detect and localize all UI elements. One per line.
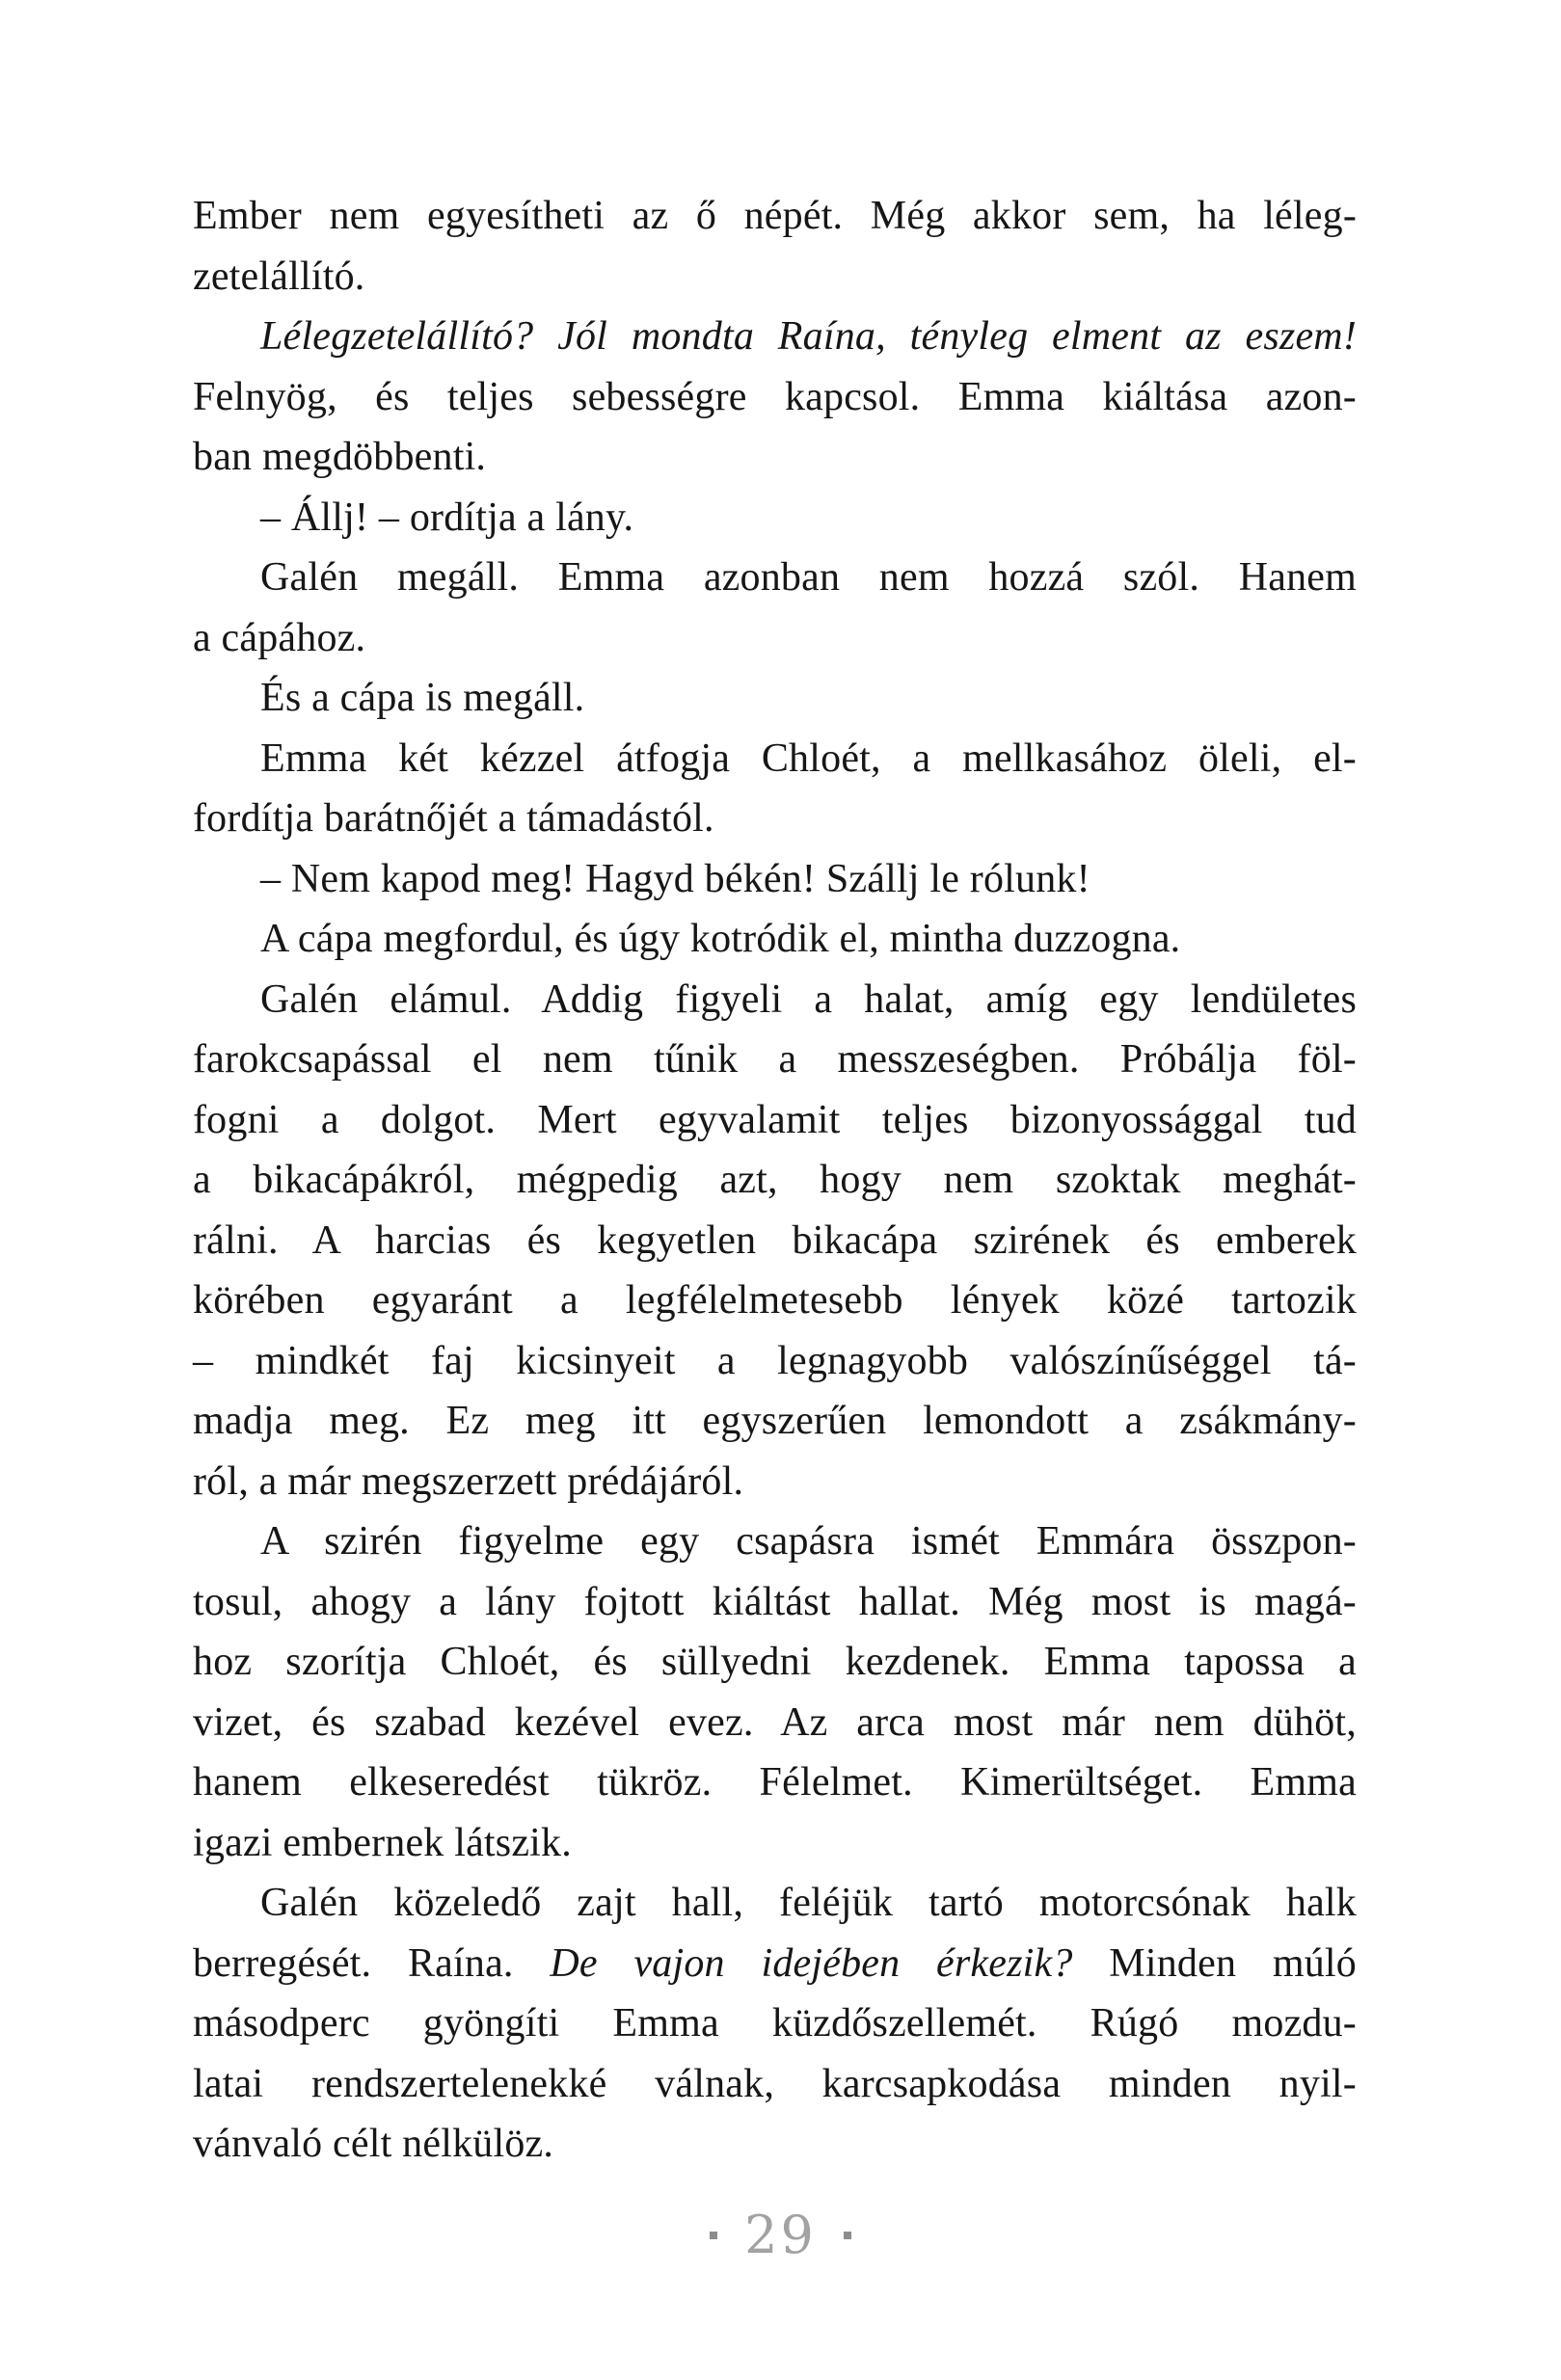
- text-segment: fogni a dolgot. Mert egyvalamit teljes bizonyossággal tud: [193, 1097, 1357, 1142]
- text-line: [193, 729, 1357, 789]
- text-line: [193, 1270, 1357, 1331]
- text-segment: latai rendszertelenekké válnak, karcsapkodása minden nyil-: [193, 2061, 1357, 2106]
- text-line: [193, 1150, 1357, 1211]
- text-segment: Minden múló: [1072, 1940, 1357, 1986]
- text-line: [193, 1572, 1357, 1633]
- text-segment: hanem elkeseredést tükröz. Félelmet. Kimerültséget. Emma: [193, 1760, 1357, 1805]
- text-segment: Ember nem egyesítheti az ő népét. Még akkor sem, ha léleg-: [193, 194, 1357, 238]
- text-line: [193, 1391, 1357, 1452]
- text-line: [193, 186, 1357, 247]
- text-segment: berregését. Raína.: [193, 1940, 551, 1986]
- page-footer: [0, 2205, 1561, 2265]
- text-segment: a cápához.: [193, 615, 366, 660]
- text-segment: zetelállító.: [193, 254, 365, 299]
- text-line: [193, 247, 1357, 308]
- italic-text-segment: Lélegzetelállító? Jól mondta Raína, tényleg elment az eszem!: [260, 314, 1357, 359]
- text-line: [193, 2114, 1357, 2175]
- text-line: [193, 909, 1357, 970]
- text-segment: – mindkét faj kicsinyeit a legnagyobb valószínűséggel tá-: [193, 1338, 1357, 1383]
- page-number: 29: [744, 2205, 817, 2265]
- text-line: [193, 1331, 1357, 1392]
- text-segment: farokcsapással el nem tűnik a messzeségben. Próbálja föl-: [193, 1037, 1357, 1082]
- text-line: [193, 1452, 1357, 1512]
- text-segment: ban megdöbbenti.: [193, 435, 487, 479]
- text-segment: Galén megáll. Emma azonban nem hozzá szól. Hanem: [260, 555, 1357, 600]
- text-segment: igazi embernek látszik.: [193, 1820, 572, 1865]
- text-segment: vánvaló célt nélkülöz.: [193, 2122, 554, 2166]
- text-line: [193, 849, 1357, 910]
- text-segment: rálni. A harcias és kegyetlen bikacápa szirének és emberek: [193, 1217, 1357, 1263]
- text-line: [193, 1934, 1357, 1994]
- text-line: [193, 488, 1357, 548]
- text-segment: Emma két kézzel átfogja Chloét, a mellkasához öleli, el-: [260, 735, 1357, 781]
- text-line: [193, 1030, 1357, 1090]
- text-segment: A szirén figyelme egy csapásra ismét Emmára összpon-: [260, 1519, 1357, 1564]
- footer-dot-right-icon: [844, 2232, 851, 2239]
- text-line: [193, 1752, 1357, 1813]
- text-line: [193, 307, 1357, 367]
- text-line: [193, 1693, 1357, 1753]
- text-line: [193, 1511, 1357, 1572]
- text-segment: – Állj! – ordítja a lány.: [260, 495, 634, 540]
- text-segment: Galén közeledő zajt hall, feléjük tartó motorcsónak halk: [260, 1881, 1357, 1925]
- text-segment: tosul, ahogy a lány fojtott kiáltást hallat. Még most is magá-: [193, 1579, 1357, 1624]
- text-segment: a bikacápákról, mégpedig azt, hogy nem szoktak meghát-: [193, 1158, 1357, 1202]
- page-text: [193, 186, 1357, 2175]
- text-line: [193, 1632, 1357, 1693]
- italic-text-segment: De vajon idejében érkezik?: [550, 1940, 1073, 1986]
- text-segment: ról, a már megszerzett prédájáról.: [193, 1458, 744, 1504]
- text-segment: vizet, és szabad kezével evez. Az arca most már nem dühöt,: [193, 1699, 1357, 1745]
- text-line: [193, 367, 1357, 428]
- text-line: [193, 668, 1357, 729]
- footer-dot-left-icon: [710, 2232, 717, 2239]
- text-line: [193, 1873, 1357, 1934]
- text-line: [193, 608, 1357, 669]
- text-line: [193, 789, 1357, 849]
- page-number-group: [710, 2205, 851, 2265]
- text-line: [193, 1993, 1357, 2054]
- text-line: [193, 2054, 1357, 2115]
- text-line: [193, 1211, 1357, 1271]
- text-segment: Galén elámul. Addig figyeli a halat, amíg egy lendületes: [260, 976, 1357, 1022]
- text-segment: És a cápa is megáll.: [260, 676, 585, 720]
- text-segment: madja meg. Ez meg itt egyszerűen lemondott a zsákmány-: [193, 1399, 1357, 1443]
- text-segment: fordítja barátnőjét a támadástól.: [193, 796, 714, 841]
- text-segment: hoz szorítja Chloét, és süllyedni kezdenek. Emma tapossa a: [193, 1640, 1357, 1684]
- text-line: [193, 548, 1357, 608]
- text-segment: körében egyaránt a legfélelmetesebb lények közé tartozik: [193, 1278, 1357, 1323]
- text-segment: A cápa megfordul, és úgy kotródik el, mintha duzzogna.: [260, 917, 1181, 961]
- text-line: [193, 1090, 1357, 1151]
- text-segment: – Nem kapod meg! Hagyd békén! Szállj le rólunk!: [260, 856, 1090, 901]
- text-line: [193, 427, 1357, 488]
- text-segment: Felnyög, és teljes sebességre kapcsol. Emma kiáltása azon-: [193, 374, 1357, 419]
- text-segment: másodperc gyöngíti Emma küzdőszellemét. Rúgó mozdu-: [193, 2001, 1357, 2046]
- text-line: [193, 970, 1357, 1030]
- text-line: [193, 1813, 1357, 1874]
